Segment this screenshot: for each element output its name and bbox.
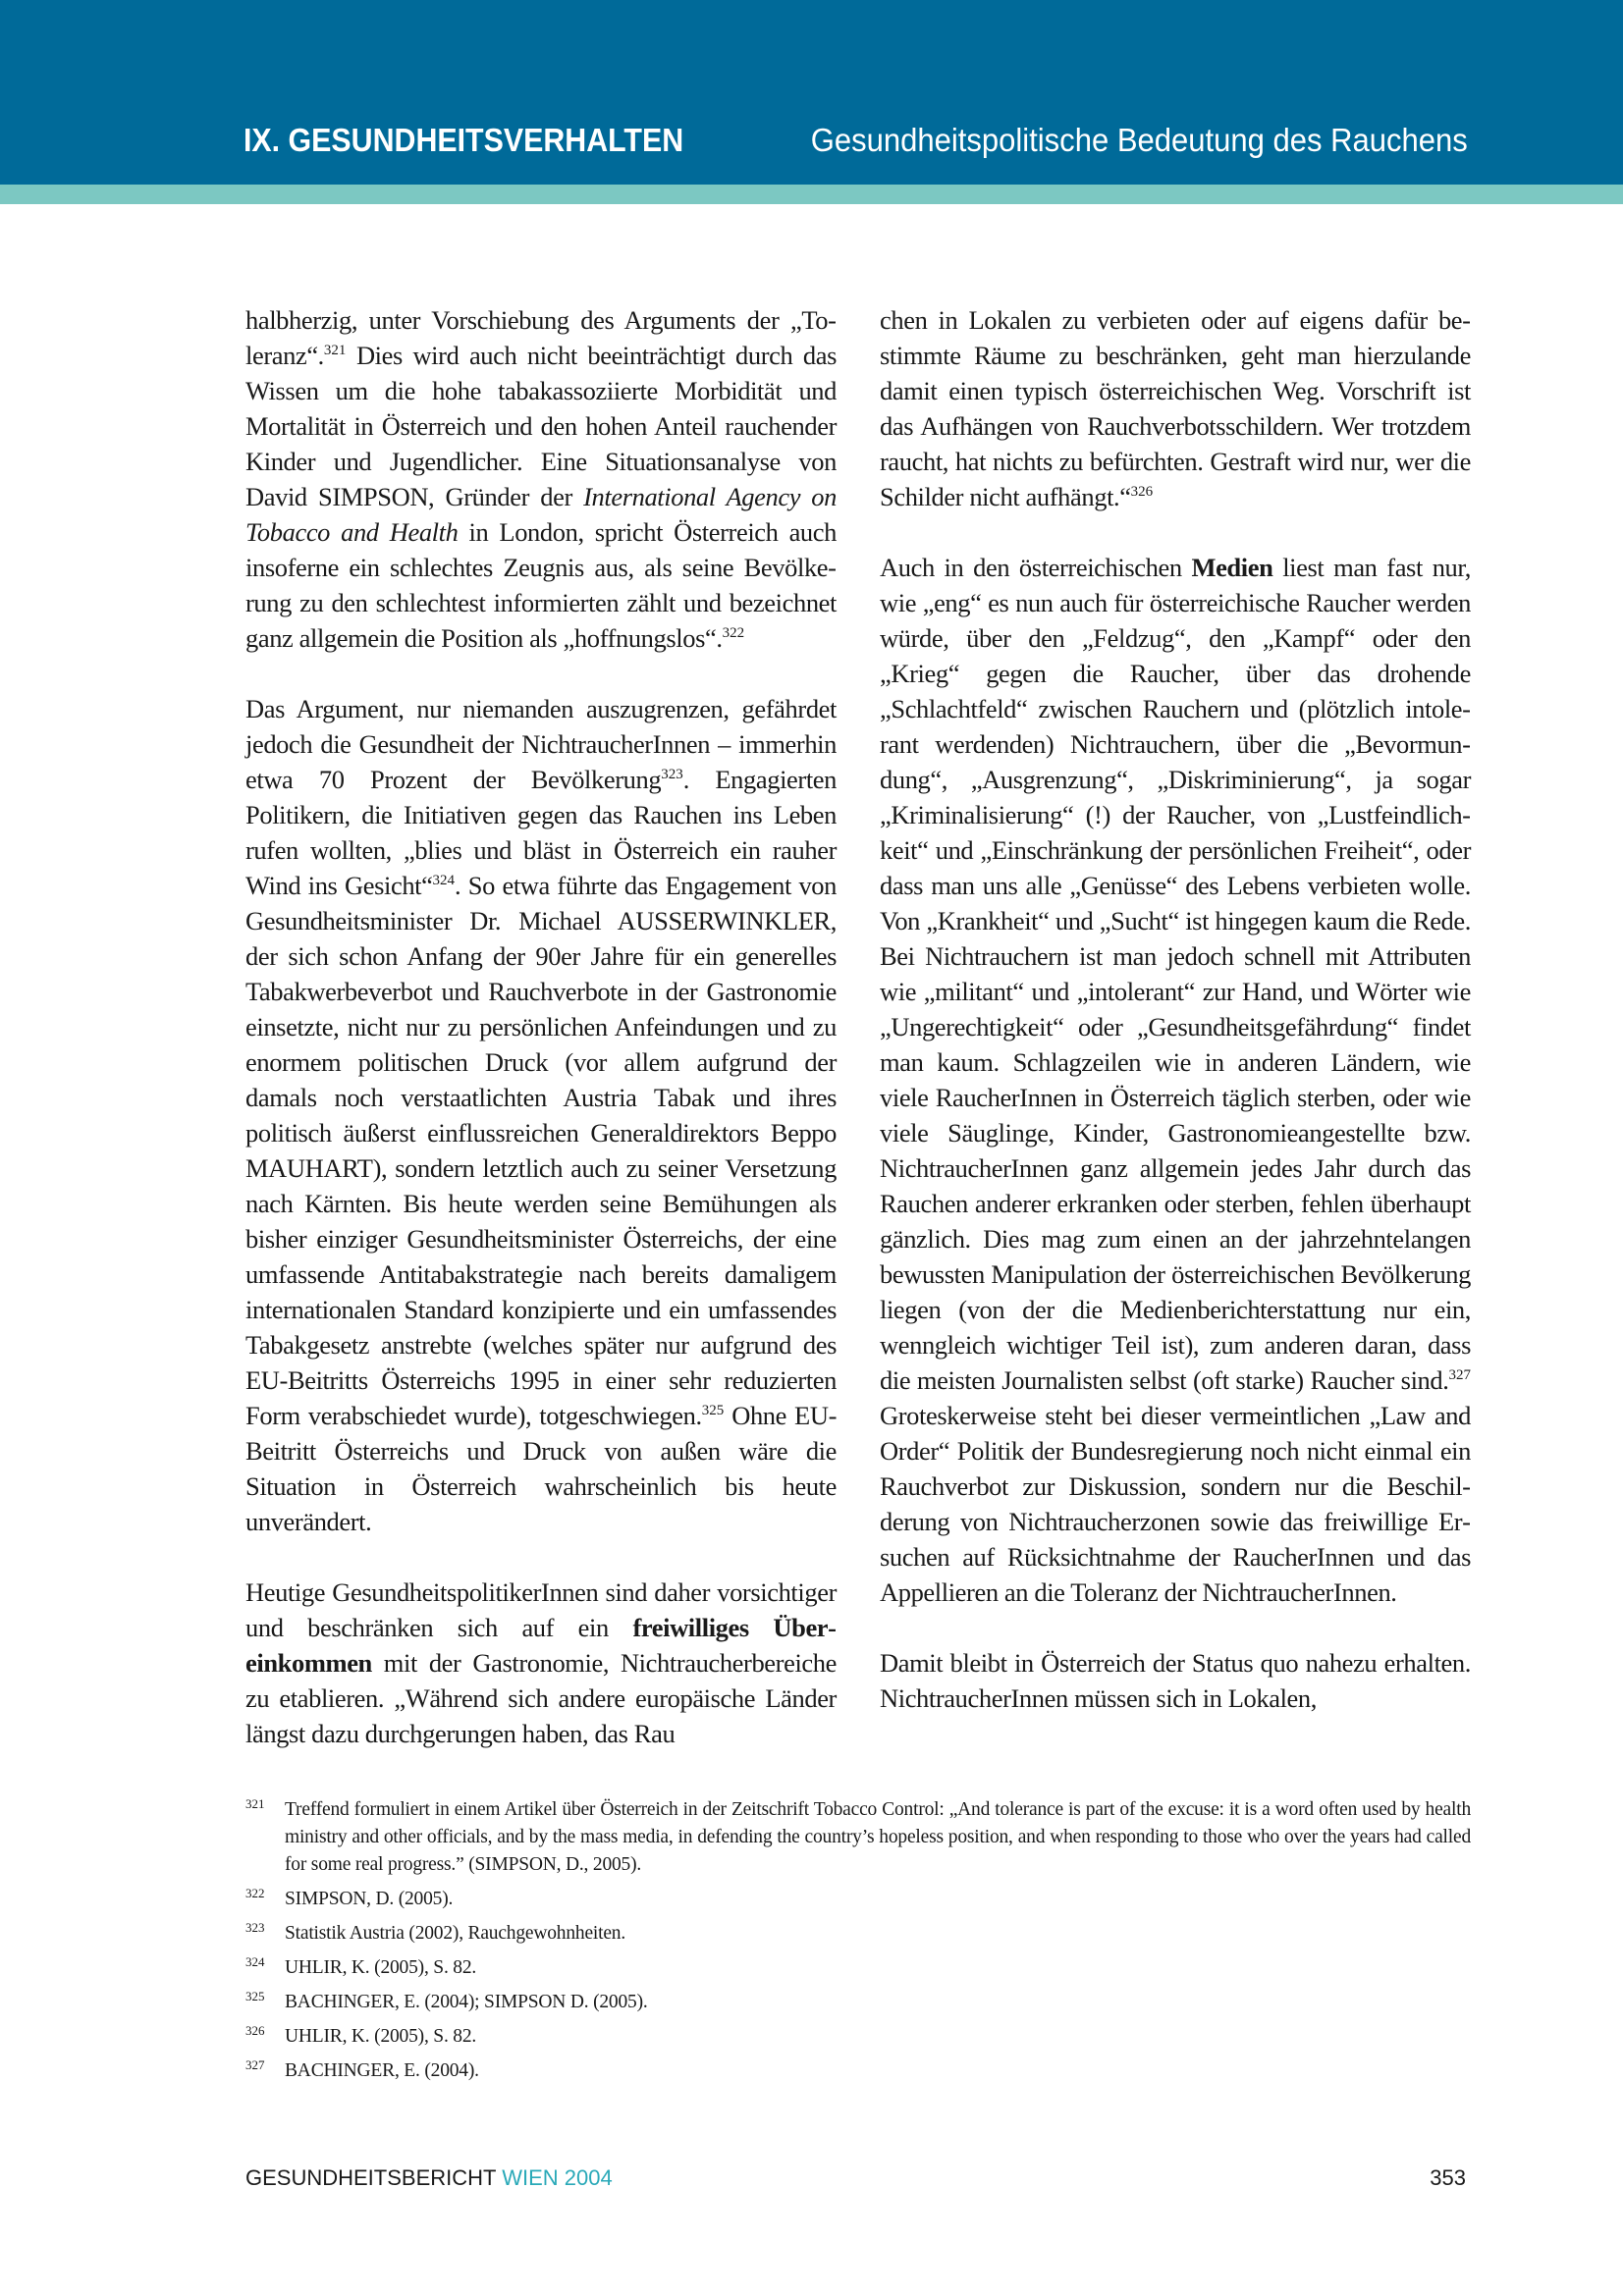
footnote: 321 Treffend formuliert in einem Artikel über Österreich in der Zeitschrift Tobacco Control: „And tolerance is part of the excuse: it is a word often used by health ministry and other officials, and by the mass media, in defending the country’s hopeless position, and when responding to those who over the years had called for some real progress.” (SIMPSON, D., 2005).: [245, 1796, 1471, 1879]
right-paragraph-1: chen in Lokalen zu verbieten oder auf eigens dafür bestimmte Räume zu beschränken, geht man hierzulande damit einen typisch österreichischen Weg. Vorschrift ist das Aufhängen von Rauchverbotsschildern. Wer trotzdem raucht, hat nichts zu befürchten. Gestraft wird nur, wer die Schilder nicht aufhängt.“$^{326}$: [880, 305, 1471, 511]
section-title: Gesundheitspolitische Bedeutung des Rauchens: [810, 122, 1468, 158]
chapter-title: IX. GESUNDHEITSVERHALTEN: [243, 122, 684, 158]
header-accent-rule: [0, 185, 1623, 204]
footnote-ref: 327: [1448, 1367, 1471, 1384]
footnote: 324 UHLIR, K. (2005), S. 82.: [245, 1954, 1471, 1982]
footnote-ref: 325: [701, 1403, 725, 1419]
footnote-ref: 323: [661, 767, 683, 783]
footnote: 325 BACHINGER, E. (2004); SIMPSON D. (2005).: [245, 1989, 1471, 2016]
footer-edition: WIEN 2004: [502, 2165, 613, 2190]
footnote-ref: 322: [722, 625, 745, 642]
footnote-number: 323: [245, 1920, 265, 1935]
right-paragraph-3: Damit bleibt in Österreich der Status quo nahezu erhalten. NichtraucherInnen müssen sich in Lokalen,: [880, 1648, 1471, 1713]
footnote-number: 327: [245, 2057, 265, 2072]
left-paragraph-1: halbherzig, unter Vorschiebung des Arguments der „Toleranz“.$^{321}$ Dies wird auch nicht beeinträchtigt durch das Wissen um die hohe tabakassoziierte Morbidität und Mortalität in Österreich und den hohen Anteil rauchender Kinder und Jugendlicher. Eine Situationsanalyse von David SIMPSON, Gründer der International Agency on Tobacco and Health in London, spricht Österreich auch insoferne ein schlechtes Zeugnis aus, als seine Bevölkerung zu den schlechtest informierten zählt und bezeichnet ganz allgemein die Position als „hoffnungslos“.$^{322}$: [245, 305, 837, 653]
right-paragraph-2: Auch in den österreichischen Medien liest man fast nur, wie „eng“ es nun auch für österreichische Raucher werden würde, über den „Feldzug“, den „Kampf“ oder den „Krieg“ gegen die Raucher, über das drohende „Schlachtfeld“ zwischen Rauchern und (plötzlich intolerant werdenden) Nichtrauchern, über die „Bevormundung“, „Ausgrenzung“, „Diskriminierung“, ja sogar „Kriminalisierung“ (!) der Raucher, von „Lustfeindlichkeit“ und „Einschränkung der persönlichen Freiheit“, oder dass man uns alle „Genüsse“ des Lebens verbieten wolle. Von „Krankheit“ und „Sucht“ ist hingegen kaum die Rede. Bei Nichtrauchern ist man jedoch schnell mit Attributen wie „militant“ und „intolerant“ zur Hand, und Wörter wie „Ungerechtigkeit“ oder „Gesundheitsgefährdung“ findet man kaum. Schlagzeilen wie in anderen Ländern, wie viele RaucherInnen in Österreich täglich sterben, oder wie viele Säuglinge, Kinder, Gastronomieangestellte bzw. NichtraucherInnen ganz allgemein jedes Jahr durch das Rauchen anderer erkranken oder sterben, fehlen überhaupt gänzlich. Dies mag zum einen an der jahrzehntelangen bewussten Manipulation der österreichischen Bevölkerung liegen (von der die Medienberichterstattung nur ein, wenngleich wichtiger Teil ist), zum anderen daran, dass die meisten Journalisten selbst (oft starke) Raucher sind.$^{327}$ Groteskerweise steht bei dieser vermeintlichen „Law and Order“ Politik der Bundesregierung noch nicht einmal ein Rauchverbot zur Diskussion, sondern nur die Beschilderung von Nichtraucherzonen sowie das freiwillige Ersuchen auf Rücksichtnahme der RaucherInnen und das Appellieren an die Toleranz der NichtraucherInnen.: [880, 553, 1471, 1607]
organization-name: International Agency on Tobacco and Health: [245, 482, 837, 547]
footnotes: [245, 1796, 1471, 2092]
footnote-number: 321: [245, 1796, 265, 1811]
left-paragraph-3: Heutige GesundheitspolitikerInnen sind daher vorsichtiger und beschränken sich auf ein freiwilliges Übereinkommen mit der Gastronomie, Nichtraucherbereiche zu etablieren. „Während sich andere europäische Länder längst dazu durchgerungen haben, das Rau: [245, 1577, 837, 1748]
left-column: [245, 302, 837, 1787]
footnote: 326 UHLIR, K. (2005), S. 82.: [245, 2023, 1471, 2051]
footnote-ref: 321: [323, 343, 347, 359]
footnote: 323 Statistik Austria (2002), Rauchgewohnheiten.: [245, 1920, 1471, 1948]
right-column: [880, 302, 1471, 1751]
footnote-ref: 324: [432, 873, 456, 889]
footnote-number: 322: [245, 1886, 265, 1900]
footnote-number: 325: [245, 1989, 265, 2003]
footer-report-title: GESUNDHEITSBERICHT WIEN 2004: [245, 2165, 613, 2190]
page-number: 353: [1430, 2165, 1466, 2190]
emphasis-term: Medien: [1191, 553, 1273, 582]
footnote: 327 BACHINGER, E. (2004).: [245, 2057, 1471, 2085]
left-paragraph-2: Das Argument, nur niemanden auszugrenzen, gefährdet jedoch die Gesundheit der NichtraucherInnen – immerhin etwa 70 Prozent der Bevölkerung$^{323}$. Engagierten Politikern, die Initiativen gegen das Rauchen ins Leben rufen wollten, „blies und bläst in Österreich ein rauher Wind ins Gesicht“$^{324}$. So etwa führte das Engagement von Gesundheitsminister Dr. Michael AUSSERWINKLER, der sich schon Anfang der 90er Jahre für ein generelles Tabakwerbeverbot und Rauchverbote in der Gastronomie einsetzte, nicht nur zu persönlichen Anfeindungen und zu enormem politischen Druck (vor allem aufgrund der damals noch verstaatlichten Austria Tabak und ihres politisch äußerst einflussreichen Generaldirektors Beppo MAUHART), sondern letztlich auch zu seiner Versetzung nach Kärnten. Bis heute werden seine Bemühungen als bisher einziger Gesundheitsminister Österreichs, der eine umfassende Antitabakstrategie nach bereits damaligem internationalen Standard konzipierte und ein umfassendes Tabakgesetz anstrebte (welches später nur aufgrund des EU-Beitritts Österreichs 1995 in einer sehr reduzierten Form verabschiedet wurde), totgeschwiegen.$^{325}$ Ohne EU-Beitritt Österreichs und Druck von außen wäre die Situation in Österreich wahrscheinlich bis heute unverändert.: [245, 694, 838, 1536]
footnote-number: 324: [245, 1954, 265, 1969]
footnote-number: 326: [245, 2023, 265, 2038]
footnote: 322 SIMPSON, D. (2005).: [245, 1886, 1471, 1913]
emphasis-term: freiwilliges Übereinkommen: [245, 1613, 837, 1678]
footnote-ref: 326: [1130, 484, 1154, 501]
